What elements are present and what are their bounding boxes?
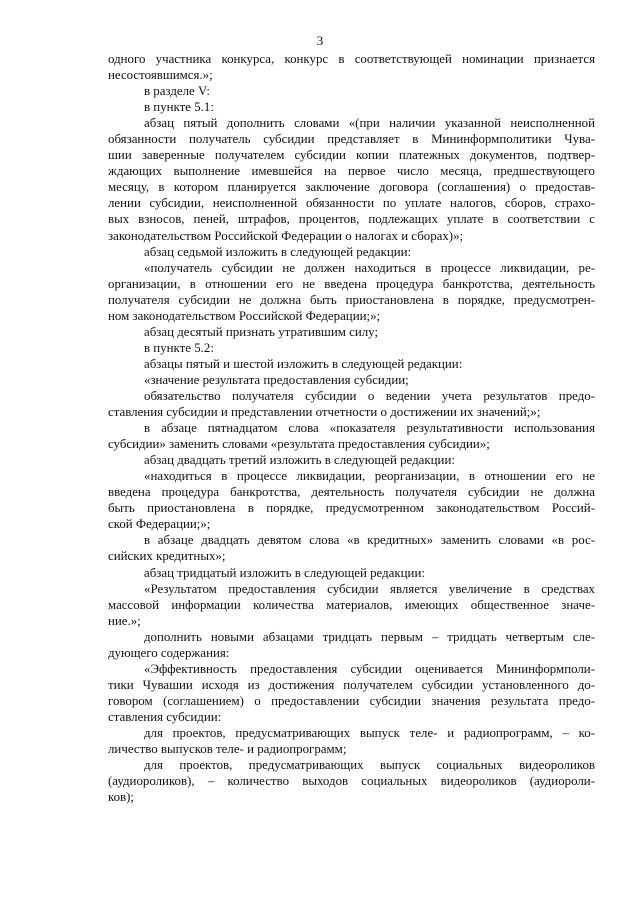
paragraph [108, 51, 595, 83]
text-line: одного участника конкурса, конкурс в соответствующей номинации признается [108, 52, 595, 66]
text-line: абзац десятый признать утратившим силу; [144, 324, 379, 339]
paragraph [108, 260, 595, 324]
text-line: личество выпусков теле- и радиопрограмм; [108, 742, 347, 757]
text-line: ждающих выполнение имевшейся на первое число месяца, предшествующего [108, 164, 595, 179]
text-line: «Эффективность предоставления субсидии оценивается Мининформполи- [144, 661, 595, 676]
text-line: организации, в отношении его не введена процедура банкротства, деятельность [108, 276, 595, 291]
text-line: массовой информации количества материалов, имеющих общественное значе- [108, 597, 595, 612]
text-line: абзацы пятый и шестой изложить в следующей редакции: [144, 356, 463, 371]
text-line: абзац седьмой изложить в следующей редакции: [144, 244, 412, 259]
paragraph [108, 324, 595, 340]
text-line: «находиться в процессе ликвидации, реорганизации, в отношении его не [144, 469, 595, 484]
text-line: абзац двадцать третий изложить в следующей редакции: [144, 453, 455, 468]
text-line: быть приостановлена в порядке, предусмотренном законодательством Россий- [108, 501, 595, 516]
paragraph [108, 372, 595, 388]
text-line: абзац пятый дополнить словами «(при наличии указанной неисполненной [144, 116, 595, 131]
text-line: в абзаце двадцать девятом слова «в кредитных» заменить словами «в рос- [144, 533, 595, 548]
page-number: 3 [316, 33, 324, 48]
text-line: в пункте 5.2: [144, 340, 214, 355]
paragraph [108, 565, 595, 581]
paragraph [108, 452, 595, 468]
text-line: тики Чувашии исходя из достижения получателем субсидии установленного до- [108, 677, 595, 692]
text-line: в разделе V: [144, 84, 210, 99]
text-line: ставления субсидии: [108, 709, 222, 724]
text-line: говором (соглашением) о предоставлении субсидии значения результата предо- [108, 693, 595, 708]
text-line: ставления субсидии и представлении отчетности о достижении их значений;»; [108, 405, 541, 420]
text-line: лении субсидии, неисполненной обязанности по уплате налогов, сборов, страхо- [108, 196, 595, 211]
text-line: дополнить новыми абзацами тридцать первым – тридцать четвертым сле- [144, 629, 595, 644]
text-line: ние.»; [108, 613, 141, 628]
paragraph [108, 244, 595, 260]
paragraph [108, 757, 595, 805]
text-line: «значение результата предоставления субсидии; [144, 372, 409, 387]
text-line: в абзаце пятнадцатом слова «показателя результативности использования [144, 421, 595, 436]
text-line: обязательство получателя субсидии о ведении учета результатов предо- [144, 388, 595, 403]
paragraph [108, 532, 595, 564]
text-line: вых взносов, пеней, штрафов, процентов, подлежащих уплате в соответствии с [108, 212, 595, 227]
paragraph [108, 83, 595, 99]
paragraph [108, 340, 595, 356]
paragraph [108, 356, 595, 372]
paragraph [108, 725, 595, 757]
paragraph [108, 661, 595, 725]
paragraph [108, 388, 595, 420]
text-line: ков); [108, 790, 135, 805]
text-line: в пункте 5.1: [144, 100, 214, 115]
paragraph [108, 468, 595, 532]
text-line: шии заверенные получателем субсидии копии платежных документов, подтвер- [108, 148, 595, 163]
document-body [108, 51, 595, 805]
text-line: (аудиороликов), – количество выходов социальных видеороликов (аудиороли- [108, 774, 595, 789]
text-line: введена процедура банкротства, деятельность получателя субсидии не должна [108, 485, 595, 500]
paragraph [108, 581, 595, 629]
paragraph [108, 99, 595, 115]
text-line: субсидии» заменить словами «результата предоставления субсидии»; [108, 437, 490, 452]
text-line: для проектов, предусматривающих выпуск социальных видеороликов [144, 758, 595, 773]
text-line: сийских кредитных»; [108, 549, 226, 564]
text-line: несостоявшимся.»; [108, 68, 213, 83]
text-line: получателя субсидии не должна быть приостановлена в порядке, предусмотрен- [108, 292, 595, 307]
text-line: ской Федерации;»; [108, 517, 211, 532]
text-line: законодательством Российской Федерации о налогах и сборах)»; [108, 228, 464, 243]
paragraph [108, 629, 595, 661]
text-line: месяцу, в котором планируется заключение договора (соглашения) о предостав- [108, 180, 595, 195]
text-line: «Результатом предоставления субсидии является увеличение в средствах [144, 581, 595, 596]
text-line: обязанности получатель субсидии представляет в Мининформполитики Чува- [108, 132, 595, 147]
paragraph [108, 115, 595, 243]
text-line: дующего содержания: [108, 645, 230, 660]
text-line: для проектов, предусматривающих выпуск теле- и радиопрограмм, – ко- [144, 725, 595, 740]
text-line: «получатель субсидии не должен находиться в процессе ликвидации, ре- [144, 260, 595, 275]
text-line: абзац тридцатый изложить в следующей редакции: [144, 565, 425, 580]
paragraph [108, 420, 595, 452]
text-line: ном законодательством Российской Федерации;»; [108, 308, 381, 323]
